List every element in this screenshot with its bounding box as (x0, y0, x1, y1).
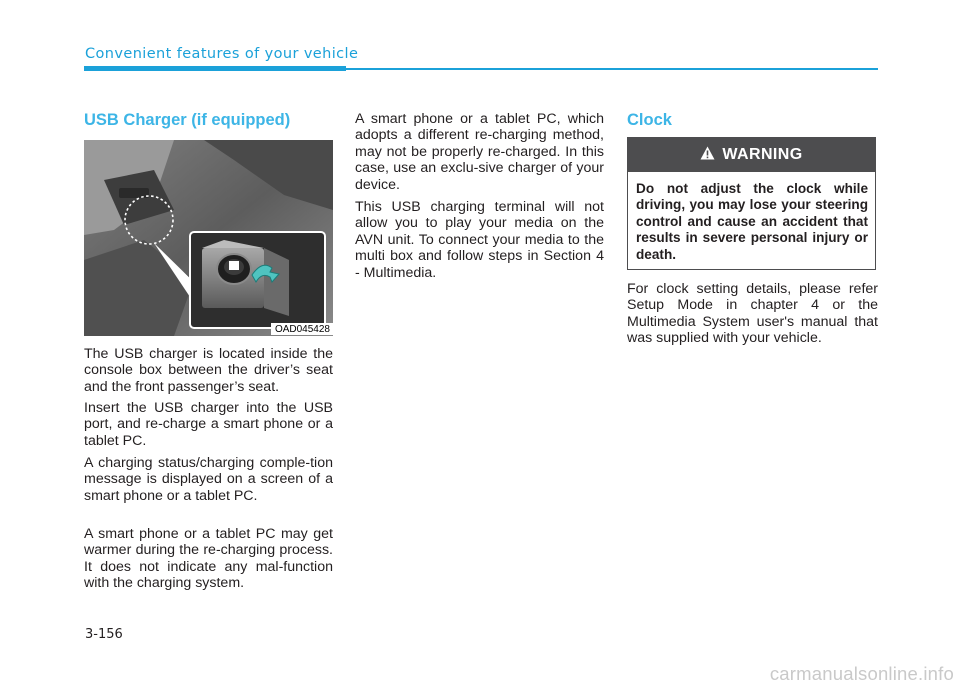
photo-code-label: OAD045428 (271, 323, 333, 335)
header-rule-thin (346, 68, 878, 70)
warning-triangle-icon (700, 146, 715, 165)
clock-heading: Clock (627, 111, 672, 129)
warning-header (628, 138, 875, 172)
warning-text: Do not adjust the clock while driving, you may lose your steering control and cause an accident that results in severe personal injury or death. (636, 181, 868, 262)
page-number: 3-156 (85, 627, 123, 642)
usb-paragraph-3: A charging status/charging comple-tion message is displayed on a screen of a smart phone or a tablet PC. (84, 455, 333, 504)
usb-paragraph-1: The USB charger is located inside the console box between the driver’s seat and the front passenger’s seat. (84, 346, 333, 395)
clock-paragraph: For clock setting details, please refer Setup Mode in chapter 4 or the Multimedia System user's manual that was supplied with your vehicle. (627, 281, 878, 347)
warning-label: WARNING (722, 146, 803, 163)
usb-paragraph-6: This USB charging terminal will not allow you to play your media on the AVN unit. To connect your media to the multi box and follow steps in Section 4 - Multimedia. (355, 199, 604, 281)
usb-charger-photo (84, 140, 333, 336)
section-header-title: Convenient features of your vehicle (85, 46, 359, 62)
warning-box (627, 137, 876, 270)
watermark: carmanualsonline.info (769, 663, 954, 684)
usb-paragraph-5: A smart phone or a tablet PC, which adopts a different re-charging method, may not be properly re-charged. In this case, use an exclu-sive charger of your device. (355, 111, 604, 193)
usb-paragraph-4: A smart phone or a tablet PC may get warmer during the re-charging process. It does not indicate any mal-function with the charging system. (84, 526, 333, 592)
usb-charger-heading: USB Charger (if equipped) (84, 111, 291, 129)
header-rule-thick (84, 66, 346, 71)
usb-paragraph-2: Insert the USB charger into the USB port, and re-charge a smart phone or a tablet PC. (84, 400, 333, 449)
